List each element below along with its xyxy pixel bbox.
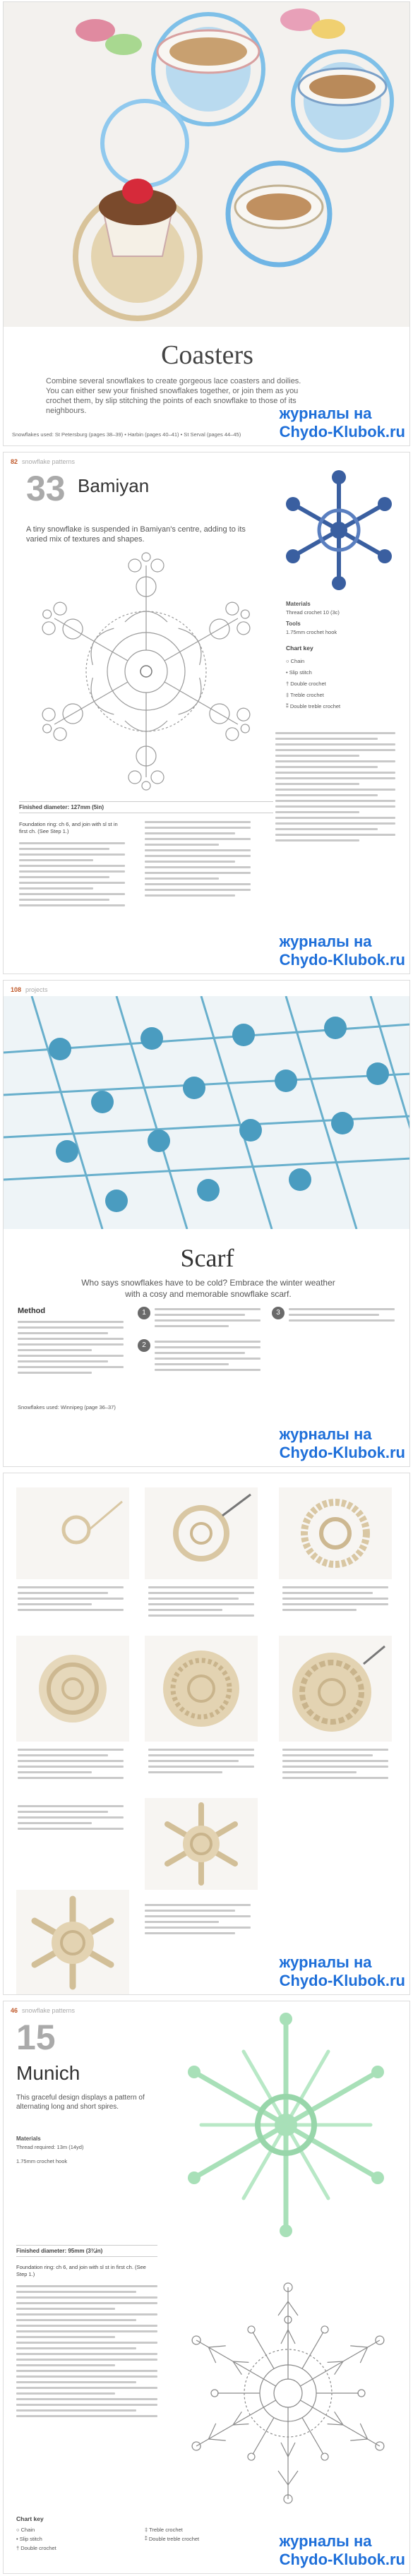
foundation-ring: Foundation ring: ch 6, and join with sl st in first ch. (See Step 1.) bbox=[16, 2264, 146, 2277]
intro-text: Combine several snowflakes to create gorgeous lace coasters and doilies. You can either sew your finished snowflakes together, or join them as you crochet them, by slip stitching the points of each snowflake to those of its neighbours. bbox=[46, 377, 301, 415]
chart-key-list bbox=[286, 656, 340, 712]
caption-4 bbox=[18, 1749, 124, 1783]
page-number: 108 projects bbox=[11, 986, 48, 993]
watermark-line1: журналы на bbox=[279, 933, 372, 950]
method-intro bbox=[18, 1321, 124, 1377]
watermark-line1: журналы на bbox=[279, 405, 372, 422]
chart-key-item: • Slip stitch bbox=[286, 669, 312, 676]
step-photo-2 bbox=[145, 1487, 258, 1579]
chart-key-item: ○ Chain bbox=[286, 658, 305, 664]
materials: Thread crochet 10 (3c) bbox=[286, 609, 340, 616]
method-label: Method bbox=[18, 1307, 46, 1315]
chart-key-item: † Double crochet bbox=[16, 2545, 56, 2551]
step-text-1 bbox=[155, 1308, 261, 1331]
page-number: 46 snowflake patterns bbox=[11, 2007, 76, 2014]
chart-key-item: ⁑ Double treble crochet bbox=[286, 703, 341, 709]
page-munich bbox=[3, 2001, 410, 2574]
pattern-subtitle: A tiny snowflake is suspended in Bamiyan's centre, adding to its varied mix of textures and shapes. bbox=[26, 525, 246, 544]
step-photo-3 bbox=[279, 1487, 392, 1579]
caption-2 bbox=[148, 1586, 254, 1620]
method-step: 1 bbox=[138, 1307, 150, 1319]
watermark bbox=[280, 1425, 405, 1462]
watermark-line2: Chydo-Klubok.ru bbox=[279, 1972, 405, 1989]
caption-5 bbox=[148, 1749, 254, 1777]
chart-key-item: ○ Chain bbox=[16, 2527, 35, 2533]
caption-6 bbox=[282, 1749, 388, 1783]
chart-key-list-2 bbox=[145, 2525, 199, 2544]
watermark-line2: Chydo-Klubok.ru bbox=[279, 951, 405, 969]
watermark bbox=[280, 2532, 405, 2569]
chart-key-item: † Double crochet bbox=[286, 681, 326, 687]
caption-1 bbox=[18, 1586, 124, 1615]
pattern-subtitle: This graceful design displays a pattern of alternating long and short spires. bbox=[16, 2094, 145, 2111]
munich-chart bbox=[172, 2277, 405, 2510]
watermark-line2: Chydo-Klubok.ru bbox=[279, 2551, 405, 2568]
chart-key-item: ‡ Treble crochet bbox=[286, 692, 324, 698]
bamiyan-photo bbox=[275, 467, 402, 594]
footer-note: Snowflakes used: St Petersburg (pages 38–39) • Harbin (pages 40–41) • St Serval (pages 44–45) bbox=[12, 431, 241, 438]
watermark-line2: Chydo-Klubok.ru bbox=[279, 423, 405, 441]
step-photo-6 bbox=[279, 1636, 392, 1742]
step-text-3 bbox=[289, 1308, 395, 1325]
scarf-photo bbox=[4, 996, 410, 1229]
finished-size: Finished diameter: 95mm (3¾in) bbox=[16, 2245, 157, 2257]
tools: 1.75mm crochet hook bbox=[286, 629, 337, 635]
chart-key-label: Chart key bbox=[16, 2515, 44, 2522]
scarf-subtitle: Who says snowflakes have to be cold? Embrace the winter weather with a cosy and memorable snowflake scarf. bbox=[81, 1278, 335, 1299]
step-photo-7 bbox=[145, 1798, 258, 1890]
pattern-title: Bamiyan bbox=[78, 475, 150, 496]
page-title: Coasters bbox=[161, 340, 253, 370]
bamiyan-chart bbox=[19, 551, 273, 791]
materials-label: Materials bbox=[16, 2135, 41, 2142]
pattern-number: 15 bbox=[16, 2018, 56, 2057]
watermark-line1: журналы на bbox=[279, 2532, 372, 2550]
pattern-title: Munich bbox=[16, 2062, 80, 2084]
page-coasters bbox=[3, 1, 410, 446]
watermark bbox=[280, 933, 405, 969]
coasters-photo bbox=[4, 2, 410, 327]
chart-key-item: ‡ Treble crochet bbox=[145, 2527, 183, 2533]
pattern-number: 33 bbox=[26, 469, 66, 508]
chart-key-list bbox=[16, 2525, 56, 2553]
caption-7 bbox=[18, 1805, 124, 1833]
tools-label: Tools bbox=[286, 621, 301, 627]
caption-8 bbox=[145, 1904, 251, 1938]
chart-key-label: Chart key bbox=[286, 645, 313, 652]
step-photo-1 bbox=[16, 1487, 129, 1579]
chart-key-item: ⁑ Double treble crochet bbox=[145, 2536, 200, 2542]
step-text-2 bbox=[155, 1341, 261, 1374]
foundation-ring: Foundation ring: ch 6, and join with sl st in first ch. (See Step 1.) bbox=[19, 821, 118, 834]
munich-photo bbox=[169, 2008, 402, 2241]
chart-key-item: • Slip stitch bbox=[16, 2536, 42, 2542]
watermark bbox=[280, 1953, 405, 1990]
page-scarf bbox=[3, 980, 410, 1467]
caption-3 bbox=[282, 1586, 388, 1615]
step-photo-5 bbox=[145, 1636, 258, 1742]
finished-size: Finished diameter: 127mm (5in) bbox=[19, 801, 273, 813]
materials-label: Materials bbox=[286, 601, 311, 607]
tools: 1.75mm crochet hook bbox=[16, 2158, 68, 2164]
method-step: 2 bbox=[138, 1339, 150, 1352]
page-number: 82 snowflake patterns bbox=[11, 458, 76, 465]
instructions-col3 bbox=[275, 732, 395, 845]
step-photo-4 bbox=[16, 1636, 129, 1742]
watermark-line1: журналы на bbox=[279, 1953, 372, 1971]
instructions-col1 bbox=[16, 2285, 157, 2421]
materials: Thread required: 13m (14yd) bbox=[16, 2144, 84, 2150]
instructions-col1 bbox=[19, 842, 125, 910]
watermark bbox=[280, 405, 405, 441]
footer-note: Snowflakes used: Winnipeg (page 36–37) bbox=[18, 1404, 116, 1410]
page-step-photos bbox=[3, 1473, 410, 1995]
step-photo-8 bbox=[16, 1890, 129, 1995]
watermark-line2: Chydo-Klubok.ru bbox=[279, 1444, 405, 1461]
page-bamiyan bbox=[3, 452, 410, 974]
instructions-col2 bbox=[145, 821, 251, 900]
scarf-title: Scarf bbox=[180, 1244, 234, 1272]
watermark-line1: журналы на bbox=[279, 1425, 372, 1443]
method-step: 3 bbox=[272, 1307, 285, 1319]
